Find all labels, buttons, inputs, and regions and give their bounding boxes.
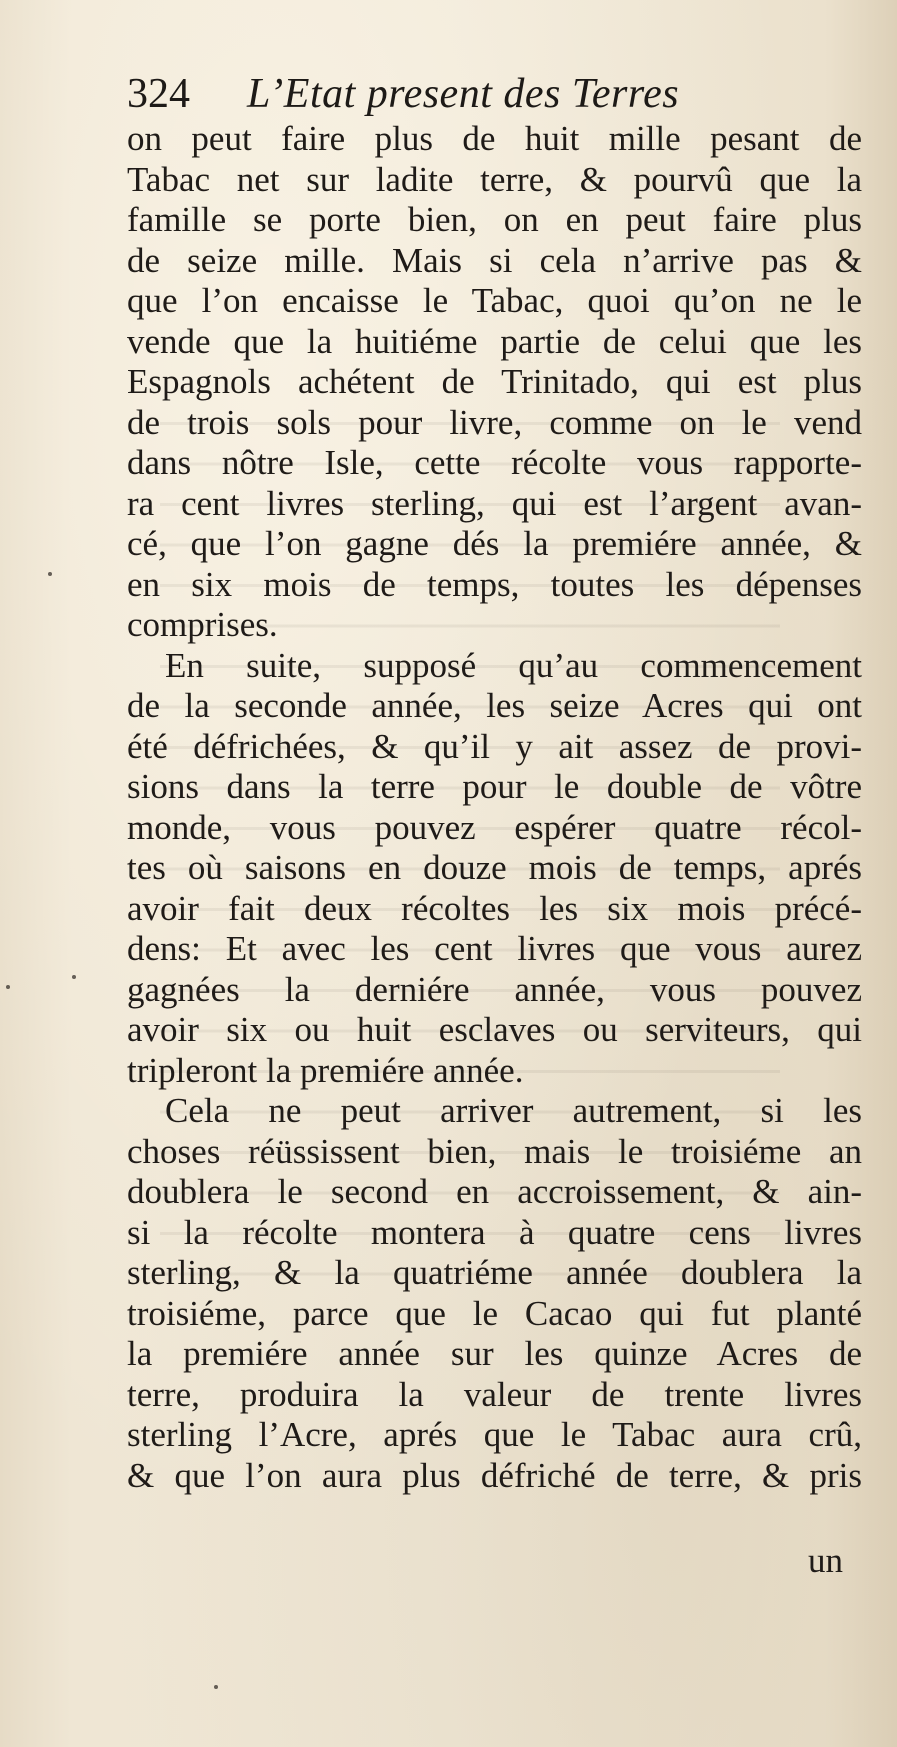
- text-line: de trois sols pour livre, comme on le vend: [127, 402, 862, 442]
- running-head: L’Etat present des Terres: [247, 71, 680, 117]
- text-line: avoir six ou huit esclaves ou serviteurs, qui: [127, 1010, 862, 1049]
- text-line: été défrichées, & qu’il y ait assez de provi-: [127, 726, 862, 766]
- text-line: sions dans la terre pour le double de vôtre: [127, 767, 862, 806]
- text-line: Tabac net sur ladite terre, & pourvû que la: [127, 159, 862, 199]
- text-line: de la seconde année, les seize Acres qui ont: [127, 686, 862, 725]
- text-line: troisiéme, parce que le Cacao qui fut planté: [127, 1293, 862, 1333]
- ink-speck: [48, 572, 52, 576]
- text-line: gagnées la derniére année, vous pouvez: [127, 969, 862, 1009]
- text-line: en six mois de temps, toutes les dépenses: [127, 564, 862, 604]
- text-line: doublera le second en accroissement, & ain-: [127, 1172, 862, 1211]
- text-line: on peut faire plus de huit mille pesant de: [127, 119, 862, 158]
- text-line: ra cent livres sterling, qui est l’argent avan-: [127, 483, 862, 523]
- ink-speck: [72, 975, 76, 979]
- ink-speck: [6, 985, 10, 989]
- text-line: comprises.: [127, 605, 278, 644]
- text-line: tripleront la premiére année.: [127, 1050, 524, 1090]
- text-line: tes où saisons en douze mois de temps, aprés: [127, 848, 862, 887]
- text-line: Espagnols achétent de Trinitado, qui est plus: [127, 362, 862, 401]
- page-number: 324: [127, 71, 190, 117]
- page-header: [127, 66, 787, 122]
- text-line: famille se porte bien, on en peut faire plus: [127, 200, 862, 239]
- text-line: terre, produira la valeur de trente livres: [127, 1374, 862, 1414]
- text-line: vende que la huitiéme partie de celui que les: [127, 321, 862, 361]
- text-line: & que l’on aura plus défriché de terre, & pris: [127, 1455, 862, 1495]
- paragraph-start-line: Cela ne peut arriver autrement, si les: [165, 1091, 862, 1130]
- paragraph-start-line: En suite, supposé qu’au commencement: [165, 645, 862, 685]
- catchword: un: [808, 1541, 843, 1580]
- text-line: cé, que l’on gagne dés la premiére année, &: [127, 524, 862, 563]
- text-line: si la récolte montera à quatre cens livres: [127, 1212, 862, 1252]
- text-line: sterling, & la quatriéme année doublera la: [127, 1253, 862, 1292]
- body-text: [127, 119, 862, 1496]
- ink-speck: [214, 1685, 218, 1689]
- text-line: de seize mille. Mais si cela n’arrive pas &: [127, 240, 862, 280]
- text-line: dans nôtre Isle, cette récolte vous rapporte-: [127, 443, 862, 482]
- text-line: dens: Et avec les cent livres que vous aurez: [127, 929, 862, 968]
- text-line: que l’on encaisse le Tabac, quoi qu’on ne le: [127, 281, 862, 320]
- text-line: avoir fait deux récoltes les six mois précé-: [127, 888, 862, 928]
- text-line: choses réüssissent bien, mais le troisiéme an: [127, 1131, 862, 1171]
- text-line: sterling l’Acre, aprés que le Tabac aura crû,: [127, 1415, 862, 1454]
- text-line: monde, vous pouvez espérer quatre récol-: [127, 807, 862, 847]
- text-line: la premiére année sur les quinze Acres de: [127, 1334, 862, 1373]
